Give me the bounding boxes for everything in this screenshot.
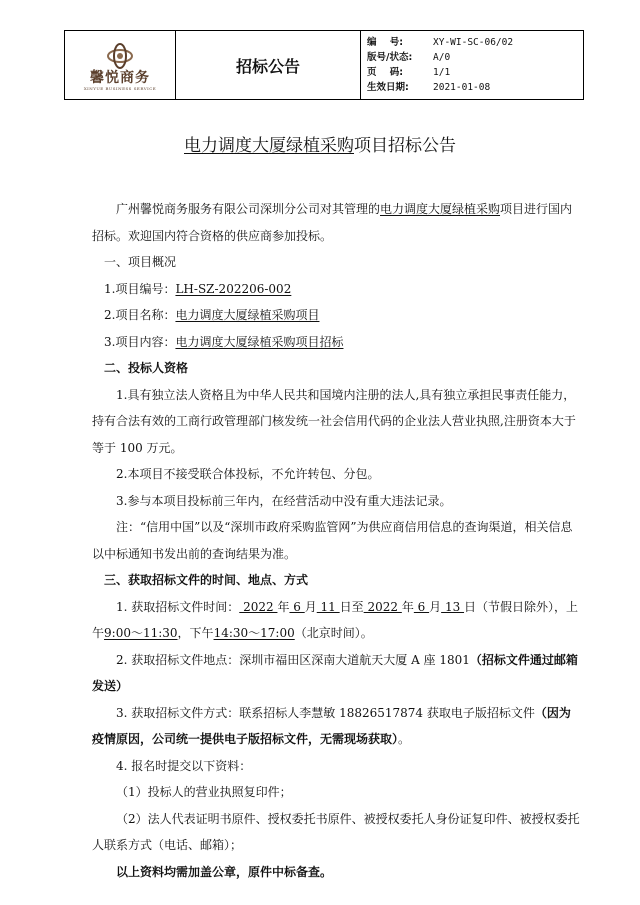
info-value: 2021-01-08 xyxy=(433,82,491,93)
end-day: 13 xyxy=(441,599,465,614)
start-month: 6 xyxy=(289,599,305,614)
month-char: 月 xyxy=(429,599,442,614)
intro-project-name: 电力调度大厦绿植采购 xyxy=(380,202,501,216)
acquisition-method xyxy=(92,700,582,753)
submission-item-1: （1）投标人的营业执照复印件； xyxy=(116,785,292,799)
submission-intro: 4. 报名时提交以下资料： xyxy=(116,758,252,773)
pm-hours: 14:30～17:00 xyxy=(213,626,295,640)
beijing-time: （北京时间）。 xyxy=(294,626,373,640)
section3-heading: 三、获取招标文件的时间、地点、方式 xyxy=(104,573,309,587)
info-row-number xyxy=(367,35,583,50)
method-text: 3. 获取招标文件方式：联系招标人李慧敏 18826517874 获取电子版招标文件 xyxy=(116,705,535,720)
submission-item-2: （2）法人代表证明书原件、授权委托书原件、被授权委托人身份证复印件、被授权委托人联系方式（电话、邮箱）； xyxy=(92,811,580,852)
header-table xyxy=(64,30,584,100)
info-row-page xyxy=(367,65,583,80)
project-number xyxy=(92,276,582,303)
info-label: 编 号: xyxy=(367,37,404,48)
doc-info xyxy=(361,31,584,100)
info-label: 版号/状态: xyxy=(367,52,413,63)
place-text: 2. 获取招标文件地点：深圳市福田区深南大道航天大厦 A 座 1801 xyxy=(116,652,470,667)
intro-text-end: 项目进行国内招标。欢迎国内符合资格的供应商参加投标。 xyxy=(92,202,573,243)
item-label: 3.项目内容： xyxy=(104,334,176,349)
info-row-version xyxy=(367,50,583,65)
section1-heading: 一、项目概况 xyxy=(104,255,177,269)
company-logo-icon xyxy=(105,42,135,70)
month-char: 月 xyxy=(304,599,317,614)
start-day: 11 xyxy=(316,599,340,614)
end-year: 2022 xyxy=(363,599,402,614)
item-label: 1.项目编号： xyxy=(104,281,176,296)
qualification-3: 3.参与本项目投标前三年内，在经营活动中没有重大违法记录。 xyxy=(116,493,452,508)
item-value: 电力调度大厦绿植采购项目 xyxy=(175,308,320,322)
section2-heading: 二、投标人资格 xyxy=(104,361,189,375)
logo-name: 馨悦商务 xyxy=(90,70,150,86)
year-char: 年 xyxy=(277,599,290,614)
info-label: 生效日期: xyxy=(367,82,409,93)
item-label: 2.项目名称： xyxy=(104,308,176,322)
method-note: （因为疫情原因，公司统一提供电子版招标文件，无需现场获取） xyxy=(92,705,571,746)
document-body xyxy=(92,196,582,885)
logo-cell xyxy=(65,31,176,100)
intro-text: 广州馨悦商务服务有限公司深圳分公司对其管理的 xyxy=(116,202,381,216)
info-label: 页 码: xyxy=(367,67,404,78)
place-note: （招标文件通过邮箱发送） xyxy=(92,652,578,693)
am-label: 上午 xyxy=(92,599,579,640)
pm-label: ，下午 xyxy=(177,626,214,640)
project-content xyxy=(92,329,582,356)
document-title xyxy=(0,131,640,156)
intro-paragraph xyxy=(92,196,582,249)
day-to: 日至 xyxy=(339,599,364,614)
logo-subtitle: XINYUE BUSINESS SERVICE xyxy=(83,86,157,91)
acquisition-place xyxy=(92,647,582,700)
final-note: 以上资料均需加盖公章，原件中标备查。 xyxy=(116,864,333,879)
document-header xyxy=(64,30,584,100)
time-label: 1. 获取招标文件时间： xyxy=(116,599,240,614)
am-hours: 9:00～11:30 xyxy=(104,626,178,640)
item-value: 电力调度大厦绿植采购项目招标 xyxy=(175,334,344,349)
info-value: A/0 xyxy=(433,52,451,63)
qualification-2: 2.本项目不接受联合体投标，不允许转包、分包。 xyxy=(116,467,380,481)
start-year: 2022 xyxy=(239,599,278,614)
acquisition-time xyxy=(92,594,582,647)
info-value: 1/1 xyxy=(433,67,451,78)
info-value: XY-WI-SC-06/02 xyxy=(433,37,514,48)
qualification-note: 注：“信用中国”以及“深圳市政府采购监管网”为供应商信用信息的查询渠道，相关信息以中标通知书发出前的查询结果为准。 xyxy=(92,520,573,561)
end-month: 6 xyxy=(413,599,430,614)
info-row-date xyxy=(367,80,583,95)
project-name xyxy=(92,302,582,329)
item-value: LH-SZ-202206-002 xyxy=(175,281,292,296)
title-project-name: 电力调度大厦绿植采购 xyxy=(184,136,354,156)
qualification-1: 1.具有独立法人资格且为中华人民共和国境内注册的法人,具有独立承担民事责任能力，持有合法有效的工商行政管理部门核发统一社会信用代码的企业法人营业执照,注册资本大于等于 100 万元。 xyxy=(92,387,576,455)
method-end: 。 xyxy=(398,732,411,746)
year-char: 年 xyxy=(401,599,414,614)
time-suffix: 日（节假日除外）， xyxy=(464,599,567,614)
header-title: 招标公告 xyxy=(176,31,361,100)
title-rest: 项目招标公告 xyxy=(354,136,456,156)
